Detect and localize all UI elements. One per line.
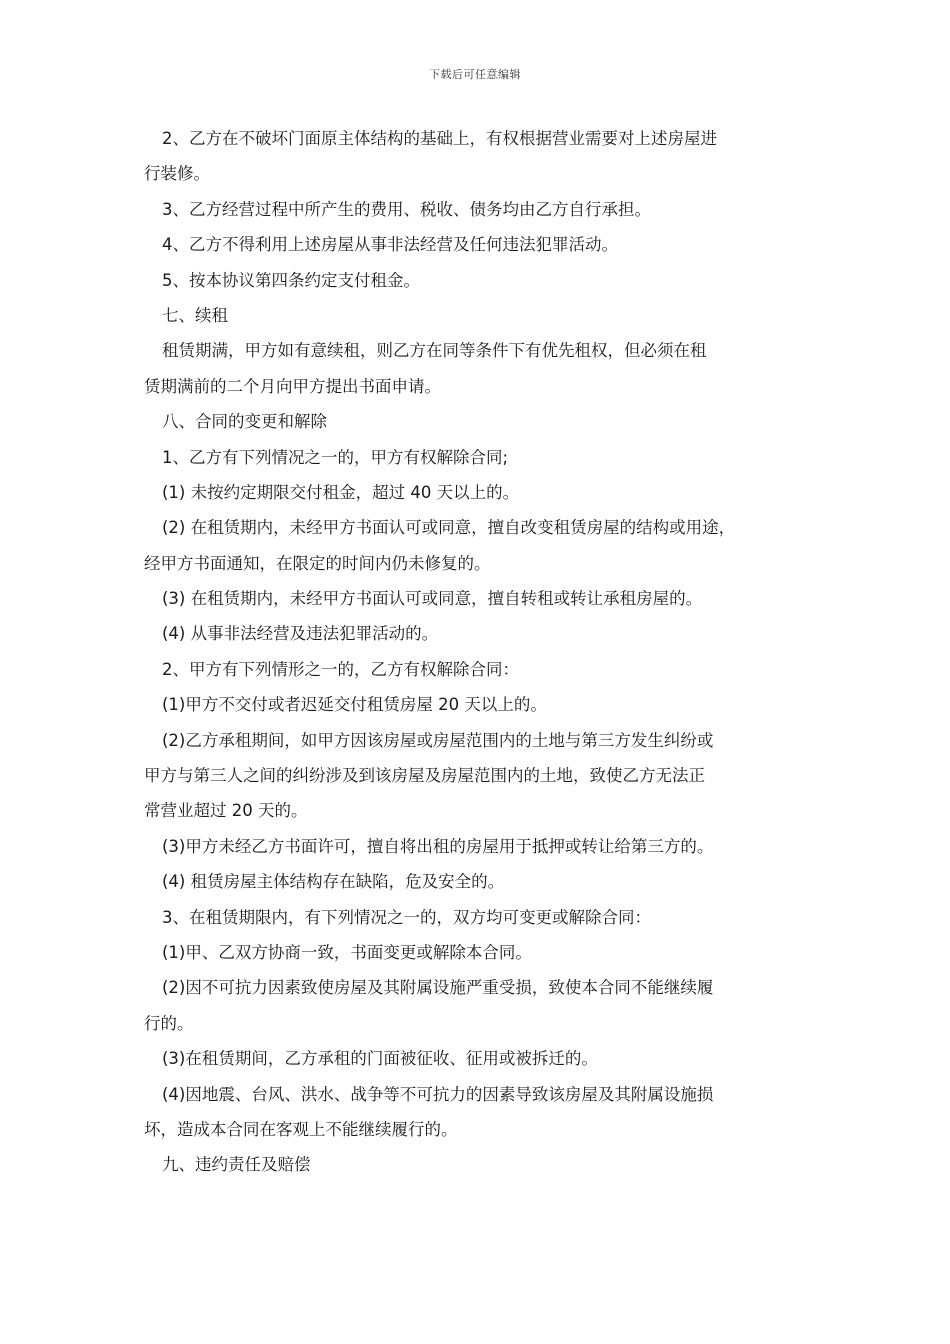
text-line: 赁期满前的二个月向甲方提出书面申请。 bbox=[144, 376, 441, 396]
text-line: 行的。 bbox=[144, 1013, 194, 1033]
text-line: 2、乙方在不破坏门面原主体结构的基础上，有权根据营业需要对上述房屋进 bbox=[162, 129, 717, 148]
text-line: (4) 租赁房屋主体结构存在缺陷，危及安全的。 bbox=[162, 872, 505, 892]
text-line: 3、乙方经营过程中所产生的费用、税收、债务均由乙方自行承担。 bbox=[162, 199, 651, 219]
text-line: 八、合同的变更和解除 bbox=[162, 412, 327, 432]
text-line: 七、续租 bbox=[162, 305, 228, 325]
text-line: 3、在租赁期限内，有下列情况之一的，双方均可变更或解除合同： bbox=[162, 907, 651, 927]
text-line: 5、按本协议第四条约定支付租金。 bbox=[162, 270, 420, 290]
text-line: (3)在租赁期间，乙方承租的门面被征收、征用或被拆迁的。 bbox=[162, 1049, 598, 1069]
text-line: (2) 在租赁期内，未经甲方书面认可或同意，擅自改变租赁房屋的结构或用途， bbox=[162, 518, 736, 538]
text-line: 常营业超过 20 天的。 bbox=[144, 801, 308, 821]
text-line: (4)因地震、台风、洪水、战争等不可抗力的因素导致该房屋及其附属设施损 bbox=[162, 1084, 714, 1104]
text-line: 经甲方书面通知，在限定的时间内仍未修复的。 bbox=[144, 553, 491, 573]
text-line: 4、乙方不得利用上述房屋从事非法经营及任何违法犯罪活动。 bbox=[162, 235, 618, 255]
text-line: (2)乙方承租期间，如甲方因该房屋或房屋范围内的土地与第三方发生纠纷或 bbox=[162, 730, 714, 750]
text-line: 2、甲方有下列情形之一的，乙方有权解除合同： bbox=[162, 659, 519, 679]
text-line: (1) 未按约定期限交付租金，超过 40 天以上的。 bbox=[162, 482, 520, 502]
document-body bbox=[144, 121, 820, 1183]
text-line: (3)甲方未经乙方书面许可，擅自将出租的房屋用于抵押或转让给第三方的。 bbox=[162, 836, 714, 856]
text-line: (2)因不可抗力因素致使房屋及其附属设施严重受损，致使本合同不能继续履 bbox=[162, 978, 714, 998]
text-line: (3) 在租赁期内，未经甲方书面认可或同意，擅自转租或转让承租房屋的。 bbox=[162, 589, 703, 609]
text-line: (4) 从事非法经营及违法犯罪活动的。 bbox=[162, 624, 439, 644]
text-line: 甲方与第三人之间的纠纷涉及到该房屋及房屋范围内的土地，致使乙方无法正 bbox=[144, 766, 705, 786]
text-line: (1)甲、乙双方协商一致，书面变更或解除本合同。 bbox=[162, 942, 532, 962]
text-line: 1、乙方有下列情况之一的，甲方有权解除合同; bbox=[162, 447, 509, 467]
page-header: 下载后可任意编辑 bbox=[429, 68, 521, 81]
text-line: 坏，造成本合同在客观上不能继续履行的。 bbox=[144, 1119, 458, 1139]
text-line: 行装修。 bbox=[144, 164, 210, 184]
text-line: (1)甲方不交付或者迟延交付租赁房屋 20 天以上的。 bbox=[162, 695, 547, 715]
text-line: 九、违约责任及赔偿 bbox=[162, 1155, 311, 1175]
text-line: 租赁期满，甲方如有意续租，则乙方在同等条件下有优先租权，但必须在租 bbox=[162, 341, 707, 361]
